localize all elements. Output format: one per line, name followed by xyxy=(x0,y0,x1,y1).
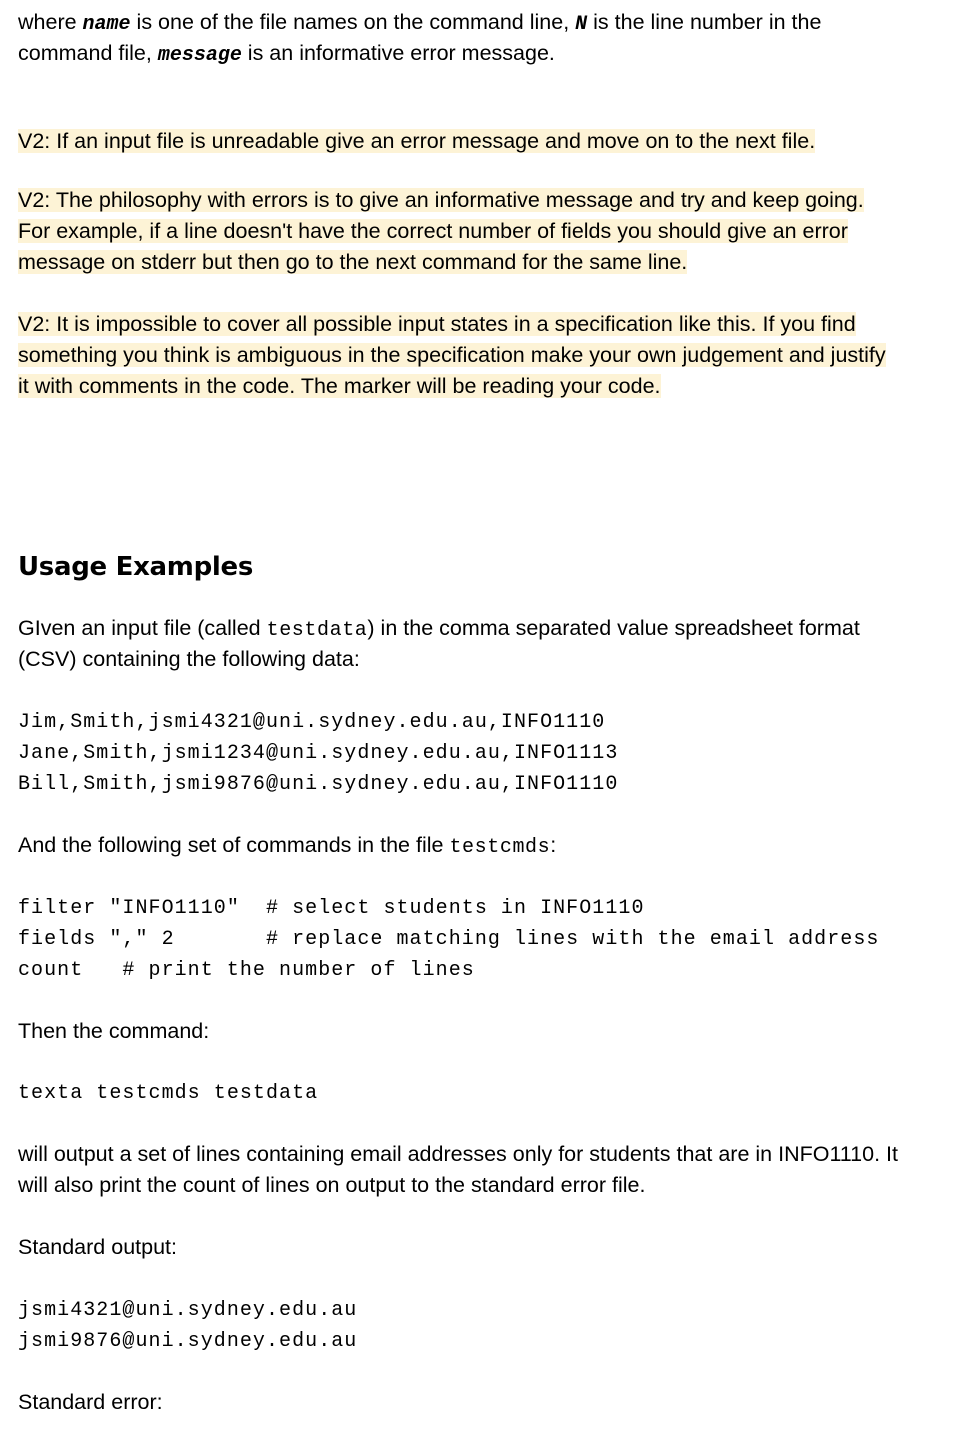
stdout-line: jsmi9876@uni.sydney.edu.au xyxy=(18,1330,358,1353)
n-keyword: N xyxy=(575,13,588,36)
command-line: filter "INFO1110" # select students in INFO1110 xyxy=(18,897,645,920)
data-line: Bill,Smith,jsmi9876@uni.sydney.edu.au,INFO1110 xyxy=(18,773,619,796)
note-ambiguous-line-2: something you think is ambiguous in the specification make your own judgement and justify xyxy=(18,343,886,367)
intro-line-1: where name is one of the file names on the command line, N is the line number in the xyxy=(18,10,822,36)
testcmds-filename: testcmds xyxy=(449,836,551,859)
command-line: count # print the number of lines xyxy=(18,959,475,982)
given-line-2: (CSV) containing the following data: xyxy=(18,647,360,671)
stderr-label: Standard error: xyxy=(18,1390,163,1414)
message-keyword: message xyxy=(157,44,242,67)
data-line: Jane,Smith,jsmi1234@uni.sydney.edu.au,INFO1113 xyxy=(18,742,619,765)
then-command-label: Then the command: xyxy=(18,1019,210,1043)
commands-intro: And the following set of commands in the file testcmds: xyxy=(18,833,557,859)
intro-line-2: command file, message is an informative error message. xyxy=(18,41,555,67)
stdout-label: Standard output: xyxy=(18,1235,177,1259)
note-ambiguous-line-3: it with comments in the code. The marker will be reading your code. xyxy=(18,374,661,398)
testdata-filename: testdata xyxy=(266,619,368,642)
output-description-line-2: will also print the count of lines on output to the standard error file. xyxy=(18,1173,646,1197)
data-line: Jim,Smith,jsmi4321@uni.sydney.edu.au,INFO1110 xyxy=(18,711,606,734)
stdout-line: jsmi4321@uni.sydney.edu.au xyxy=(18,1299,358,1322)
name-keyword: name xyxy=(82,13,131,36)
invocation-command: texta testcmds testdata xyxy=(18,1082,319,1105)
note-philosophy-line-2: For example, if a line doesn't have the correct number of fields you should give an error xyxy=(18,219,848,243)
usage-examples-heading: Usage Examples xyxy=(18,552,254,582)
note-ambiguous-line-1: V2: It is impossible to cover all possible input states in a specification like this. If you find xyxy=(18,312,856,336)
command-line: fields "," 2 # replace matching lines with the email address xyxy=(18,928,880,951)
note-unreadable: V2: If an input file is unreadable give an error message and move on to the next file. xyxy=(18,129,816,153)
note-philosophy-line-3: message on stderr but then go to the next command for the same line. xyxy=(18,250,688,274)
note-philosophy-line-1: V2: The philosophy with errors is to give an informative message and try and keep going. xyxy=(18,188,864,212)
given-line-1: GIven an input file (called testdata) in the comma separated value spreadsheet format xyxy=(18,616,860,642)
output-description-line-1: will output a set of lines containing email addresses only for students that are in INFO1110. It xyxy=(18,1142,898,1166)
